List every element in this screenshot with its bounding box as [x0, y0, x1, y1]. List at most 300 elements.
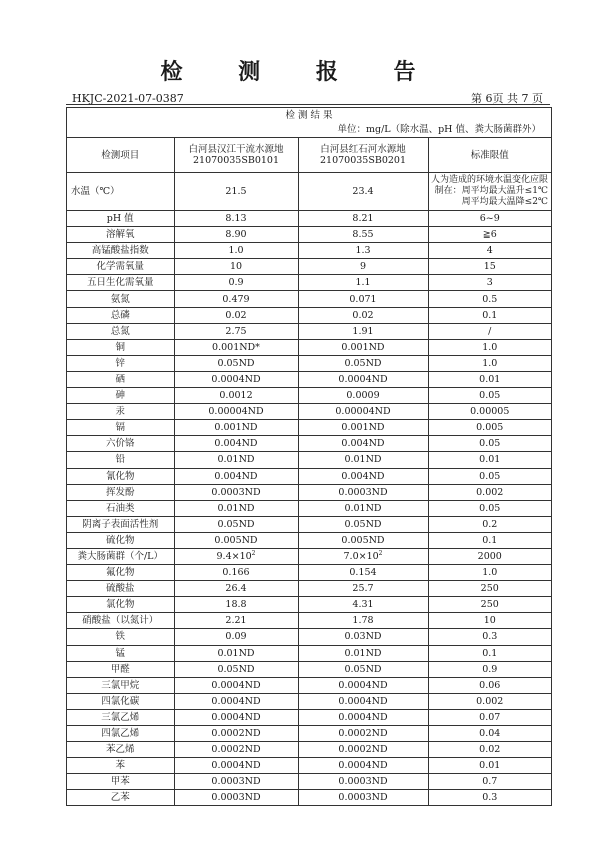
cell-site2 [298, 500, 428, 516]
cell-limit [428, 790, 551, 806]
cell-item-text: 硫化物 [105, 534, 135, 546]
cell-item [67, 726, 174, 742]
cell-site2 [298, 484, 428, 500]
cell-limit-text: 6~9 [479, 213, 500, 225]
cell-site2-exponent: 2 [378, 549, 383, 557]
cell-item [67, 275, 174, 291]
cell-limit [428, 516, 551, 532]
cell-item [67, 291, 174, 307]
cell-site2 [298, 629, 428, 645]
cell-site1-text: 0.001ND* [212, 341, 260, 353]
cell-site1-text: 0.004ND [214, 438, 258, 450]
table-row [67, 742, 551, 758]
cell-site1 [174, 677, 298, 693]
cell-item [67, 790, 174, 806]
cell-limit [428, 468, 551, 484]
cell-limit [428, 565, 551, 581]
cell-site2-text: 1.78 [352, 615, 374, 627]
cell-limit-text: 3 [486, 277, 493, 289]
cell-site2 [298, 436, 428, 452]
cell-item-text: 汞 [115, 406, 125, 418]
cell-site2 [298, 597, 428, 613]
limit-line: 人为造成的环境水温变化应限 [430, 175, 548, 185]
cell-limit [428, 709, 551, 725]
cell-item [67, 323, 174, 339]
cell-site2 [298, 291, 428, 307]
cell-limit-text: 0.3 [482, 792, 498, 804]
cell-item-text: 硒 [115, 373, 125, 385]
col-header-limit: 标准限值 [428, 138, 551, 173]
cell-item-text: 挥发酚 [105, 486, 135, 498]
cell-site2-text: 1.1 [355, 277, 371, 289]
report-number: HKJC-2021-07-0387 [72, 92, 184, 105]
cell-item [67, 371, 174, 387]
cell-limit [428, 742, 551, 758]
table-row [67, 339, 551, 355]
cell-item [67, 420, 174, 436]
cell-limit-text: 0.7 [482, 776, 498, 788]
cell-site2-text: 0.0003ND [338, 776, 388, 788]
cell-site2-text: 0.01ND [344, 647, 382, 659]
cell-site1-text: 8.13 [225, 213, 247, 225]
cell-site2 [298, 532, 428, 548]
cell-site2-text: 8.55 [352, 229, 374, 241]
cell-site2-text: 7.0×10 [343, 551, 379, 563]
cell-site2-text: 0.00004ND [335, 406, 391, 418]
cell-site2 [298, 355, 428, 371]
cell-site2 [298, 677, 428, 693]
cell-limit-text: 0.05 [479, 470, 501, 482]
cell-site1-text: 9.4×10 [216, 551, 252, 563]
cell-site1 [174, 436, 298, 452]
cell-item-text: 溶解氧 [105, 229, 135, 241]
cell-limit [428, 339, 551, 355]
limit-line: 周平均最大温降≤2℃ [461, 197, 548, 207]
cell-limit [428, 371, 551, 387]
cell-item-text: 总氮 [110, 325, 130, 337]
cell-site1 [174, 291, 298, 307]
cell-site1-text: 0.0004ND [211, 373, 261, 385]
table-row [67, 452, 551, 468]
cell-site1 [174, 211, 298, 227]
cell-site2 [298, 709, 428, 725]
cell-site1 [174, 661, 298, 677]
cell-site1 [174, 484, 298, 500]
cell-site1-text: 8.90 [225, 229, 247, 241]
table-row [67, 307, 551, 323]
cell-site1 [174, 709, 298, 725]
cell-site1-text: 0.004ND [214, 470, 258, 482]
cell-item-text: 四氯乙烯 [101, 728, 140, 740]
cell-site1-text: 0.01ND [217, 647, 255, 659]
cell-limit-text: 0.005 [476, 422, 504, 434]
table-row [67, 613, 551, 629]
cell-limit [428, 677, 551, 693]
table-header-row [67, 138, 551, 173]
cell-limit [428, 597, 551, 613]
cell-limit [428, 484, 551, 500]
cell-site1-text: 0.0003ND [211, 792, 261, 804]
cell-limit-text: 0.02 [479, 744, 501, 756]
cell-site2 [298, 452, 428, 468]
cell-site1 [174, 774, 298, 790]
cell-site1-text: 0.02 [225, 309, 247, 321]
cell-limit-text: 0.07 [479, 711, 501, 723]
cell-site1-text: 2.75 [225, 325, 247, 337]
cell-item [67, 227, 174, 243]
table-row [67, 323, 551, 339]
cell-site2 [298, 339, 428, 355]
cell-site1-text: 26.4 [225, 583, 247, 595]
cell-site2 [298, 645, 428, 661]
cell-item [67, 259, 174, 275]
cell-site2: 23.4 [298, 173, 428, 211]
cell-item [67, 629, 174, 645]
cell-site2-text: 4.31 [352, 599, 374, 611]
cell-limit [428, 726, 551, 742]
cell-item-text: 砷 [115, 390, 125, 402]
cell-site1 [174, 613, 298, 629]
cell-site1-text: 0.0004ND [211, 695, 261, 707]
cell-item-text: 石油类 [105, 502, 135, 514]
results-block [66, 107, 552, 806]
cell-item-text: 锰 [115, 647, 125, 659]
cell-limit-text: 0.5 [482, 293, 498, 305]
cell-item [67, 661, 174, 677]
cell-site1 [174, 452, 298, 468]
cell-limit [428, 388, 551, 404]
cell-limit-text: 0.2 [482, 518, 498, 530]
cell-site2 [298, 693, 428, 709]
cell-site1-text: 0.05ND [217, 518, 255, 530]
cell-item [67, 516, 174, 532]
cell-item-text: 三氯乙烯 [101, 711, 140, 723]
cell-site2 [298, 227, 428, 243]
cell-limit [428, 291, 551, 307]
cell-site2 [298, 243, 428, 259]
cell-item-text: 苯乙烯 [105, 744, 135, 756]
cell-site2-text: 0.03ND [344, 631, 382, 643]
cell-site2 [298, 774, 428, 790]
cell-site1 [174, 726, 298, 742]
cell-site2 [298, 726, 428, 742]
cell-site1 [174, 645, 298, 661]
cell-site1 [174, 388, 298, 404]
cell-limit [428, 307, 551, 323]
cell-site1-text: 0.05ND [217, 357, 255, 369]
table-row [67, 484, 551, 500]
cell-item-text: 镉 [115, 422, 125, 434]
cell-site2-text: 0.0004ND [338, 679, 388, 691]
cell-site1 [174, 227, 298, 243]
cell-site1 [174, 790, 298, 806]
cell-item-text: 氰化物 [105, 470, 135, 482]
cell-item-text: 五日生化需氧量 [86, 277, 154, 289]
table-row [67, 548, 551, 564]
cell-site2-text: 0.05ND [344, 663, 382, 675]
table-row [67, 661, 551, 677]
cell-item-text: 铜 [115, 341, 125, 353]
cell-item-text: 化学需氧量 [96, 261, 144, 273]
table-row [67, 565, 551, 581]
cell-site2-text: 0.0004ND [338, 711, 388, 723]
table-row [67, 532, 551, 548]
cell-site1 [174, 597, 298, 613]
cell-item [67, 355, 174, 371]
table-row [67, 758, 551, 774]
cell-limit [428, 532, 551, 548]
cell-site1-text: 0.0003ND [211, 486, 261, 498]
cell-site1 [174, 339, 298, 355]
cell-site2 [298, 388, 428, 404]
cell-site2-text: 0.004ND [341, 438, 385, 450]
cell-site2-text: 8.21 [352, 213, 374, 225]
cell-site2 [298, 742, 428, 758]
limit-line: 制在：周平均最大温升≤1℃ [434, 186, 548, 196]
cell-site2-text: 0.001ND [341, 422, 385, 434]
cell-site1-text: 0.9 [228, 277, 244, 289]
cell-item [67, 597, 174, 613]
cell-site2-text: 0.0003ND [338, 792, 388, 804]
cell-limit [428, 581, 551, 597]
cell-limit-text: 0.3 [482, 631, 498, 643]
cell-item [67, 758, 174, 774]
cell-item-text: 阴离子表面活性剂 [82, 518, 159, 530]
cell-limit [428, 173, 551, 211]
cell-site1 [174, 420, 298, 436]
cell-limit [428, 355, 551, 371]
table-row [67, 275, 551, 291]
cell-item-text: 铅 [115, 454, 125, 466]
table-row [67, 227, 551, 243]
cell-site2-text: 0.001ND [341, 341, 385, 353]
cell-limit-text: 0.01 [479, 454, 501, 466]
cell-item [67, 404, 174, 420]
cell-limit-text: 0.04 [479, 728, 501, 740]
cell-site2-text: 0.0009 [346, 390, 380, 402]
cell-site1 [174, 742, 298, 758]
table-row [67, 420, 551, 436]
cell-site1-text: 0.005ND [214, 534, 258, 546]
cell-limit [428, 693, 551, 709]
table-row [67, 291, 551, 307]
cell-limit-text: 0.1 [482, 647, 498, 659]
table-row [67, 645, 551, 661]
cell-site2 [298, 323, 428, 339]
cell-item-text: 铁 [115, 631, 125, 643]
cell-site1 [174, 243, 298, 259]
cell-site2-text: 1.3 [355, 245, 371, 257]
cell-site2-text: 0.0002ND [338, 744, 388, 756]
cell-site1 [174, 693, 298, 709]
cell-item [67, 307, 174, 323]
cell-item [67, 742, 174, 758]
cell-item-text: 四氯化碳 [101, 695, 140, 707]
cell-site1-text: 18.8 [225, 599, 247, 611]
cell-site1-exponent: 2 [251, 549, 256, 557]
cell-site1-text: 0.0003ND [211, 776, 261, 788]
cell-limit-text: 0.9 [482, 663, 498, 675]
cell-item [67, 243, 174, 259]
cell-site1-text: 0.001ND [214, 422, 258, 434]
cell-limit [428, 420, 551, 436]
section-title: 检 测 结 果 [285, 110, 333, 121]
cell-site1 [174, 565, 298, 581]
table-row-water-temp [67, 173, 551, 211]
cell-limit-text: 0.05 [479, 438, 501, 450]
cell-site1-text: 0.01ND [217, 502, 255, 514]
report-title: 检 测 报 告 [160, 59, 440, 85]
cell-site2 [298, 565, 428, 581]
cell-item [67, 211, 174, 227]
cell-limit-text: 0.06 [479, 679, 501, 691]
cell-site1 [174, 468, 298, 484]
cell-site2-text: 0.0004ND [338, 373, 388, 385]
page-indicator: 第 6页 共 7 页 [471, 92, 543, 105]
cell-limit-text: 2000 [477, 551, 502, 563]
cell-item [67, 532, 174, 548]
table-row [67, 436, 551, 452]
cell-limit-text: 0.01 [479, 760, 501, 772]
cell-limit-text: 1.0 [482, 357, 498, 369]
cell-site1-text: 0.00004ND [208, 406, 264, 418]
col-header-item: 检测项目 [67, 138, 174, 173]
cell-site2-text: 0.0004ND [338, 695, 388, 707]
table-row [67, 581, 551, 597]
cell-item [67, 677, 174, 693]
cell-site2 [298, 548, 428, 564]
cell-limit-text: 0.00005 [470, 406, 510, 418]
cell-item [67, 613, 174, 629]
cell-limit-text: 0.1 [482, 309, 498, 321]
cell-site2-text: 0.05ND [344, 518, 382, 530]
cell-site2 [298, 468, 428, 484]
cell-site2-text: 1.91 [352, 325, 374, 337]
cell-site1 [174, 516, 298, 532]
cell-site2 [298, 275, 428, 291]
table-row [67, 693, 551, 709]
cell-item-text: 硫酸盐 [105, 583, 135, 595]
cell-site1 [174, 581, 298, 597]
cell-limit-text: 250 [480, 599, 499, 611]
cell-site2 [298, 581, 428, 597]
cell-item: 水温（℃） [67, 173, 174, 211]
cell-site2-text: 0.005ND [341, 534, 385, 546]
cell-item [67, 484, 174, 500]
cell-item [67, 774, 174, 790]
cell-site2 [298, 211, 428, 227]
table-row [67, 211, 551, 227]
cell-site1-text: 0.0004ND [211, 711, 261, 723]
cell-site1 [174, 629, 298, 645]
cell-limit [428, 259, 551, 275]
cell-site1-text: 0.09 [225, 631, 247, 643]
cell-limit-text: 15 [483, 261, 496, 273]
cell-item-text: 氨氮 [110, 293, 130, 305]
cell-site2 [298, 371, 428, 387]
cell-site1 [174, 404, 298, 420]
cell-site2-text: 0.02 [352, 309, 374, 321]
cell-item-text: 氯化物 [105, 599, 135, 611]
cell-limit [428, 645, 551, 661]
cell-item [67, 500, 174, 516]
cell-limit-text: 1.0 [482, 341, 498, 353]
cell-limit-text: 0.002 [476, 486, 504, 498]
cell-item-text: pH 值 [106, 213, 134, 225]
cell-site2 [298, 307, 428, 323]
cell-site1-text: 0.05ND [217, 663, 255, 675]
table-row [67, 709, 551, 725]
table-row [67, 677, 551, 693]
cell-item [67, 565, 174, 581]
cell-item-text: 苯 [115, 760, 125, 772]
cell-limit-text: 250 [480, 583, 499, 595]
cell-limit [428, 629, 551, 645]
cell-site1-text: 2.21 [225, 615, 247, 627]
cell-site2-text: 0.01ND [344, 454, 382, 466]
cell-site2 [298, 404, 428, 420]
cell-site2 [298, 758, 428, 774]
cell-site1 [174, 532, 298, 548]
cell-site1-text: 0.0002ND [211, 744, 261, 756]
cell-item [67, 709, 174, 725]
cell-site1 [174, 371, 298, 387]
table-row [67, 388, 551, 404]
cell-limit [428, 548, 551, 564]
cell-site2-text: 0.05ND [344, 357, 382, 369]
cell-item [67, 468, 174, 484]
cell-site1 [174, 307, 298, 323]
cell-limit [428, 275, 551, 291]
cell-limit [428, 227, 551, 243]
cell-limit-text: 0.01 [479, 373, 501, 385]
table-row [67, 774, 551, 790]
cell-site1 [174, 323, 298, 339]
table-row [67, 516, 551, 532]
site2-name: 白河县红石河水源地 [320, 144, 406, 155]
cell-limit [428, 404, 551, 420]
cell-site1-text: 10 [229, 261, 243, 273]
cell-site2-text: 0.0002ND [338, 728, 388, 740]
cell-site2-text: 0.0003ND [338, 486, 388, 498]
cell-limit-text: ≧6 [482, 229, 497, 241]
cell-site1-text: 0.0004ND [211, 760, 261, 772]
cell-site1-text: 0.0012 [219, 390, 253, 402]
cell-limit [428, 758, 551, 774]
cell-item-text: 甲醛 [110, 663, 130, 675]
cell-site2 [298, 420, 428, 436]
cell-limit-text: 10 [483, 615, 496, 627]
cell-site2 [298, 259, 428, 275]
cell-site1 [174, 500, 298, 516]
cell-limit-text: 4 [486, 245, 493, 257]
cell-site2 [298, 516, 428, 532]
site2-code: 21070035SB0201 [319, 155, 407, 166]
cell-item-text: 锌 [115, 357, 125, 369]
table-row [67, 259, 551, 275]
cell-site2-text: 0.154 [349, 567, 377, 579]
cell-item-text: 六价铬 [105, 438, 135, 450]
cell-site1-text: 1.0 [228, 245, 244, 257]
cell-site2-text: 9 [359, 261, 367, 273]
cell-limit [428, 243, 551, 259]
cell-item [67, 645, 174, 661]
cell-site1-text: 0.166 [222, 567, 250, 579]
cell-item-text: 乙苯 [110, 792, 130, 804]
cell-site1-text: 0.01ND [217, 454, 255, 466]
table-row [67, 404, 551, 420]
cell-limit-text: 0.05 [479, 502, 501, 514]
